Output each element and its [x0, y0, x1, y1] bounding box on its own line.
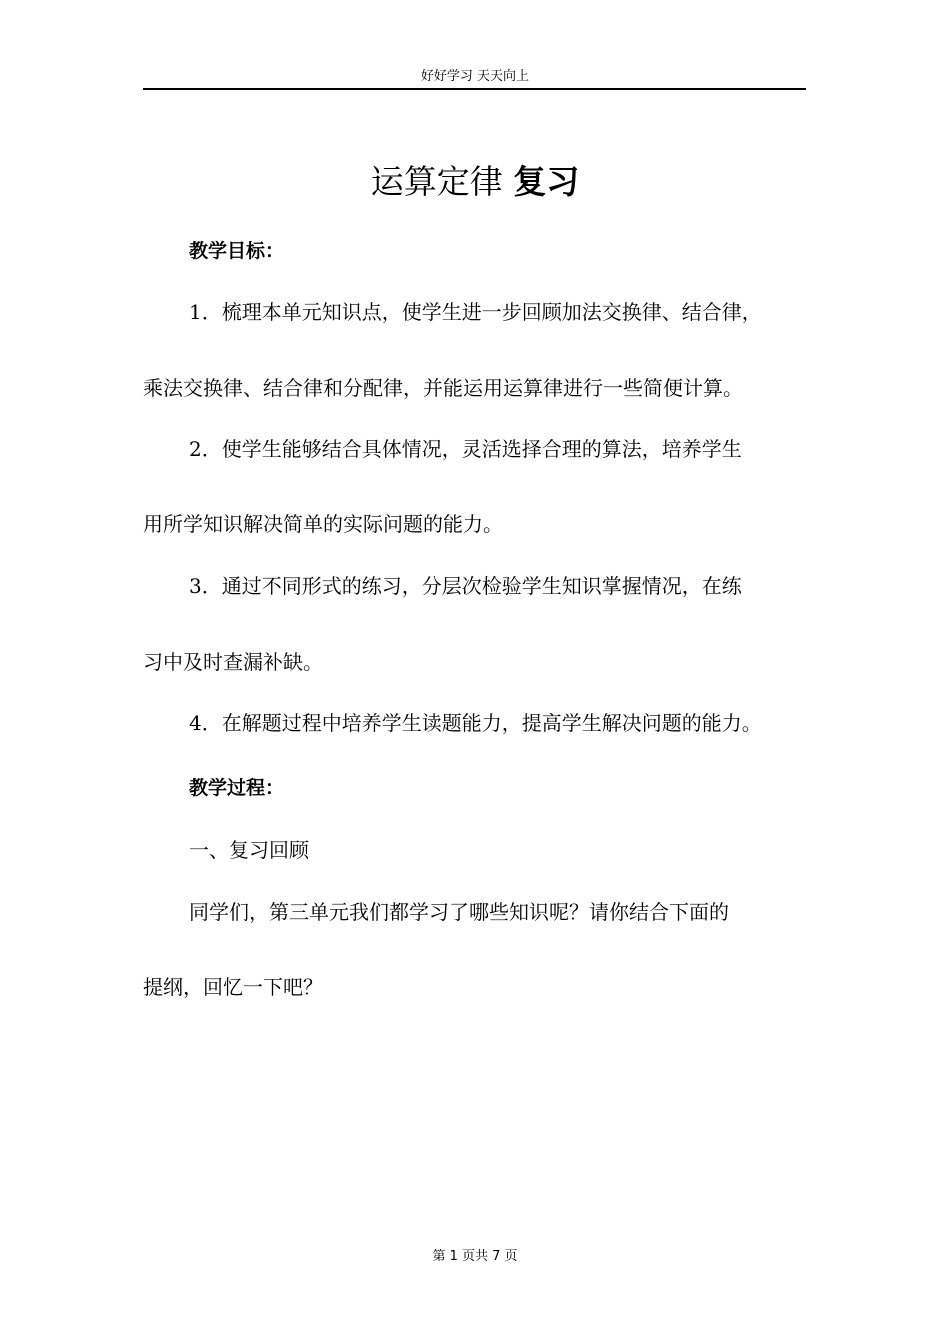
process-heading: 教学过程： — [189, 777, 285, 799]
page-footer: 第 1 页共 7 页 — [432, 1249, 518, 1264]
review-paragraph-line-1: 同学们，第三单元我们都学习了哪些知识呢？请你结合下面的 — [189, 900, 729, 924]
document-title — [0, 160, 950, 204]
objectives-heading: 教学目标： — [189, 240, 285, 262]
header-divider — [143, 88, 806, 90]
objective-1-line-2: 乘法交换律、结合律和分配律，并能运用运算律进行一些简便计算。 — [143, 376, 743, 400]
review-paragraph-line-2: 提纲，回忆一下吧？ — [143, 975, 323, 999]
page-header: 好好学习 天天向上 — [420, 69, 530, 84]
objective-3-line-2: 习中及时查漏补缺。 — [143, 650, 323, 674]
title-main: 运算定律 — [370, 162, 514, 201]
objective-3-line-1: 3．通过不同形式的练习，分层次检验学生知识掌握情况，在练 — [189, 574, 742, 598]
objective-2-line-2: 用所学知识解决简单的实际问题的能力。 — [143, 512, 503, 536]
section-review: 一、复习回顾 — [189, 838, 309, 862]
objective-1-line-1: 1．梳理本单元知识点，使学生进一步回顾加法交换律、结合律， — [189, 300, 762, 324]
objective-4-line-1: 4．在解题过程中培养学生读题能力，提高学生解决问题的能力。 — [189, 711, 762, 735]
objective-2-line-1: 2．使学生能够结合具体情况，灵活选择合理的算法，培养学生 — [189, 437, 742, 461]
title-bold: 复习 — [513, 162, 580, 201]
